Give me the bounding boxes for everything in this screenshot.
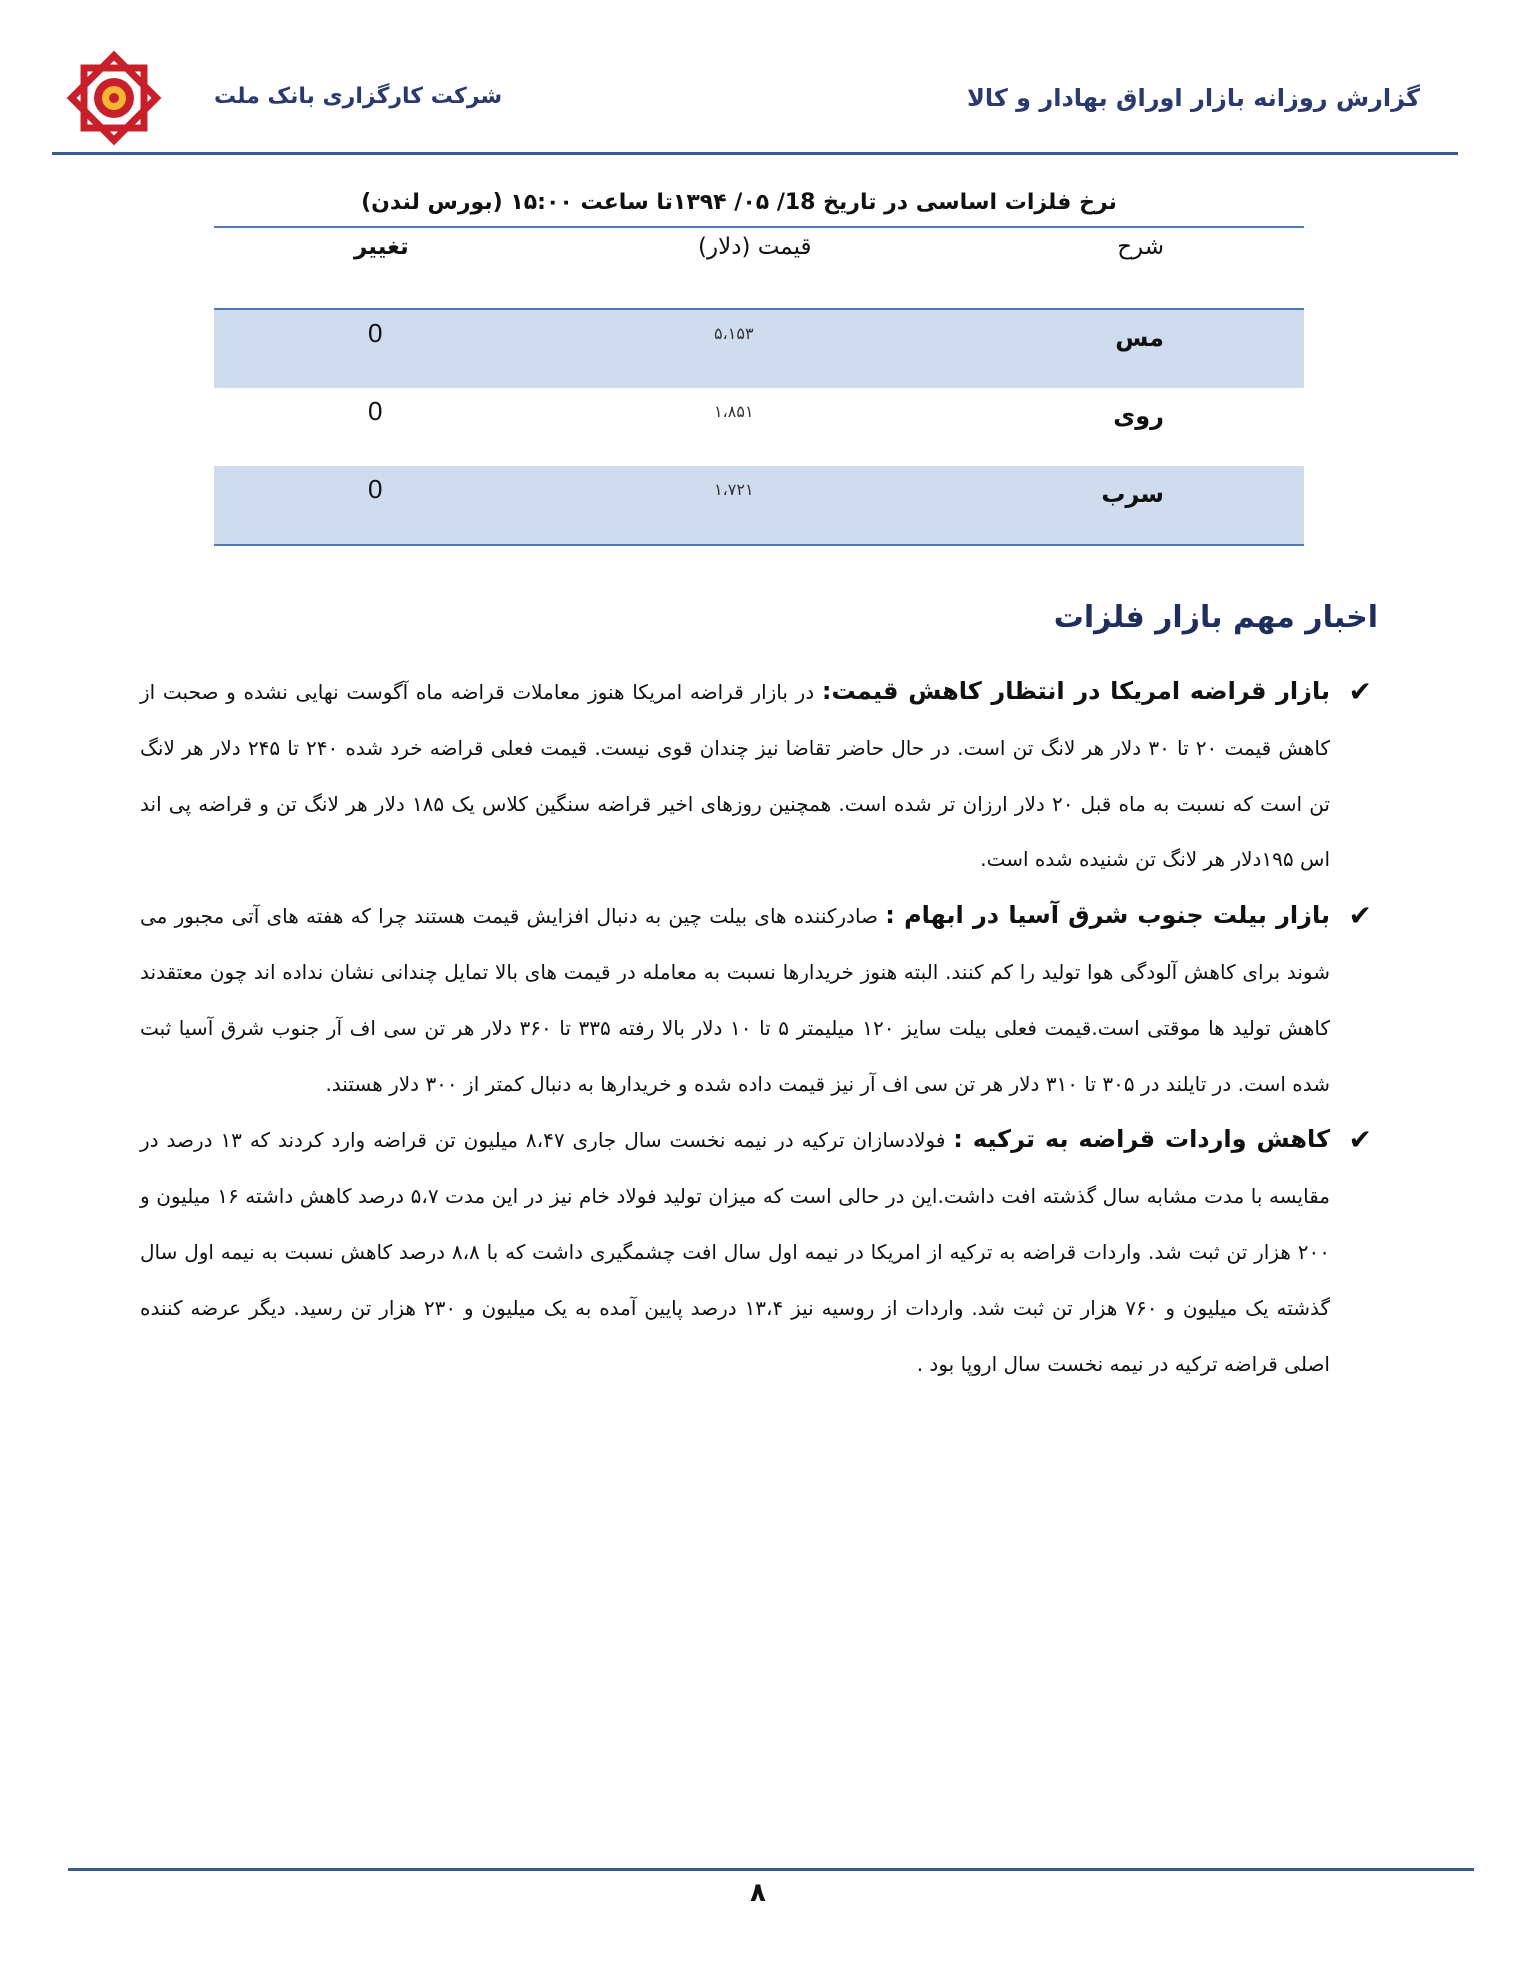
table-header-row (214, 228, 1304, 310)
check-mark-icon: ✔ (1348, 675, 1372, 708)
column-header-change: تغییر (354, 234, 409, 260)
metal-change: 0 (368, 474, 383, 504)
table-body (214, 226, 1304, 546)
header-divider (52, 152, 1458, 155)
metal-change: 0 (368, 318, 383, 348)
check-mark-icon: ✔ (1348, 899, 1372, 933)
check-mark-icon: ✔ (1348, 1123, 1372, 1157)
news-item-body: صادرکننده های بیلت چین به دنبال افزایش قیمت هستند چرا که هفته های آتی مجبور می شوند برای کاهش آلودگی هوا تولید را کم کنند. البته هنوز خریدارها نسبت به معامله در قیمت های بالا تمایل چندانی نشان نداده اند چون معتقدند کاهش تولید ها موقتی است.قیمت فعلی بیلت سایز ۱۲۰ میلیمتر ۵ تا ۱۰ دلار بالا رفته ۳۳۵ تا ۳۶۰ دلار هر تن سی اف آر جنوب شرق آسیا ثبت شده است. در تایلند در ۳۰۵ تا ۳۱۰ دلار هر تن سی اف آر نیز قیمت داده شده و خریدارها به دنبال کمتر از ۳۰۰ دلار هستند. (140, 904, 1331, 1096)
table-title: نرخ فلزات اساسی در تاریخ 18/ ۰۵/ ۱۳۹۴تا ساعت ۱۵:۰۰ (بورس لندن) (361, 190, 1117, 215)
news-item-body: فولادسازان ترکیه در نیمه نخست سال جاری ۸،۴۷ میلیون تن قراضه وارد کردند که ۱۳ درصد در مقایسه با مدت مشابه سال گذشته افت داشت.این در حالی است که میزان تولید فولاد خام نیز در این مدت ۵،۷ درصد کاهش داشته ۱۶ میلیون و ۲۰۰ هزار تن ثبت شد. واردات قراضه به ترکیه از امریکا در نیمه اول سال افت چشمگیری داشت که با ۸،۸ درصد کاهش نسبت به نیمه اول سال گذشته یک میلیون و ۷۶۰ هزار تن ثبت شد. واردات از روسیه نیز ۱۳،۴ درصد پایین آمده به یک میلیون و ۲۳۰ هزار تن رسید. دیگر عرضه کننده اصلی قراضه ترکیه در نیمه نخست سال اروپا بود . (140, 1128, 1331, 1376)
report-title: گزارش روزانه بازار اوراق بهادار و کالا (966, 84, 1420, 112)
metal-price: ۱،۸۵۱ (714, 402, 754, 421)
company-name: شرکت کارگزاری بانک ملت (214, 84, 503, 109)
news-item-heading: بازار قراضه امریکا در انتظار کاهش قیمت: (821, 677, 1330, 705)
metal-price: ۱،۷۲۱ (714, 480, 754, 499)
footer-divider (68, 1868, 1474, 1871)
metal-price: ۵،۱۵۳ (714, 324, 754, 343)
metals-price-table (214, 186, 1304, 546)
column-header-price: قیمت (دلار) (698, 234, 812, 260)
page-number: ۸ (750, 1878, 766, 1908)
news-item-body: در بازار قراضه امریکا هنوز معاملات قراضه ماه آگوست نهایی نشده و صحبت از کاهش قیمت ۲۰ تا ۳۰ دلار هر لانگ تن است. در حال حاضر تقاضا نیز چندان قوی نیست. قیمت فعلی قراضه خرد شده ۲۴۰ تا ۲۴۵ دلار هر لانگ تن است که نسبت به ماه قبل ۲۰ دلار ارزان تر شده است. همچنین روزهای اخیر قراضه سنگین کلاس یک ۱۸۵ دلار هر لانگ تن و قراضه پی اند اس ۱۹۵دلار هر لانگ تن شنیده شده است. (140, 680, 1331, 872)
metal-name: سرب (1101, 480, 1164, 508)
metal-change: 0 (368, 396, 383, 426)
column-header-description: شرح (1117, 234, 1164, 260)
news-item (140, 1112, 1372, 1392)
bank-mellat-logo-icon (60, 46, 170, 150)
news-section-title: اخبار مهم بازار فلزات (1053, 600, 1378, 635)
news-list (140, 664, 1372, 1392)
table-row (214, 388, 1304, 466)
table-row (214, 310, 1304, 388)
news-item (140, 888, 1372, 1112)
news-item-heading: کاهش واردات قراضه به ترکیه : (953, 1125, 1331, 1154)
metal-name: روی (1113, 402, 1164, 430)
metal-name: مس (1115, 324, 1164, 352)
table-row (214, 466, 1304, 544)
news-item (140, 664, 1372, 888)
news-item-heading: بازار بیلت جنوب شرق آسیا در ابهام : (885, 901, 1330, 930)
